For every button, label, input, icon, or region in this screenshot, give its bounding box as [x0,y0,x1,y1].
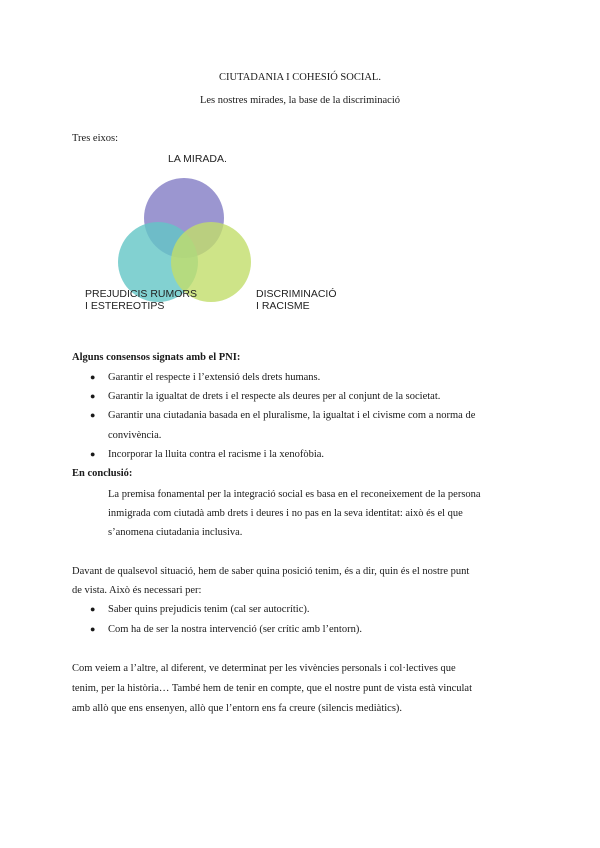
list-item: ● Garantir el respecte i l’extensió dels drets humans. [90,372,321,383]
conclusion-line: inmigrada com ciutadà amb drets i deures i no pas en la seva identitat: això és el que [108,508,463,519]
document-subtitle: Les nostres mirades, la base de la discriminació [199,95,401,106]
list-item-continuation: convivència. [108,430,162,441]
document-title: CIUTADANIA I COHESIÓ SOCIAL. [219,72,381,83]
venn-label-top: LA MIRADA. [168,153,227,165]
paragraph-line: tenim, per la història… També hem de tenir en compte, que el nostre punt de vista està vinculat [72,683,472,694]
bullet-icon: ● [90,604,96,614]
conclusion-heading: En conclusió: [72,468,133,479]
paragraph-line: Com veiem a l’altre, al diferent, ve determinat per les vivències personals i col·lectives que [72,663,456,674]
paragraph-line: amb allò que ens ensenyen, allò que l’entorn ens fa creure (silencis mediàtics). [72,703,403,714]
paragraph-line: de vista. Això és necessari per: [72,585,202,596]
bullet-icon: ● [90,372,96,382]
conclusion-line: La premisa fonamental per la integració social es basa en el reconeixement de la persona [108,489,481,500]
list-item: ● Com ha de ser la nostra intervenció (ser crític amb l’entorn). [90,624,362,635]
conclusion-line: s’anomena ciutadania inclusiva. [108,527,243,538]
list-item: ● Saber quins prejudicis tenim (cal ser autocrític). [90,604,310,615]
venn-label-right: DISCRIMINACIÓ I RACISME [256,288,337,312]
list-item: ● Garantir la igualtat de drets i el respecte als deures per al conjunt de la societat. [90,391,441,402]
venn-diagram [80,150,360,320]
venn-label-left: PREJUDICIS RUMORS I ESTEREOTIPS [85,288,198,312]
bullet-icon: ● [90,624,96,634]
intro-label: Tres eixos: [72,133,118,144]
list-item: ● Garantir una ciutadania basada en el pluralisme, la igualtat i el civisme com a norma de [90,410,476,421]
consensus-heading: Alguns consensos signats amb el PNI: [72,352,241,363]
bullet-icon: ● [90,410,96,420]
list-item: ● Incorporar la lluita contra el racisme i la xenofòbia. [90,449,325,460]
bullet-icon: ● [90,391,96,401]
bullet-icon: ● [90,449,96,459]
paragraph-line: Davant de qualsevol situació, hem de saber quina posició tenim, és a dir, quin és el nostre punt [72,566,470,577]
